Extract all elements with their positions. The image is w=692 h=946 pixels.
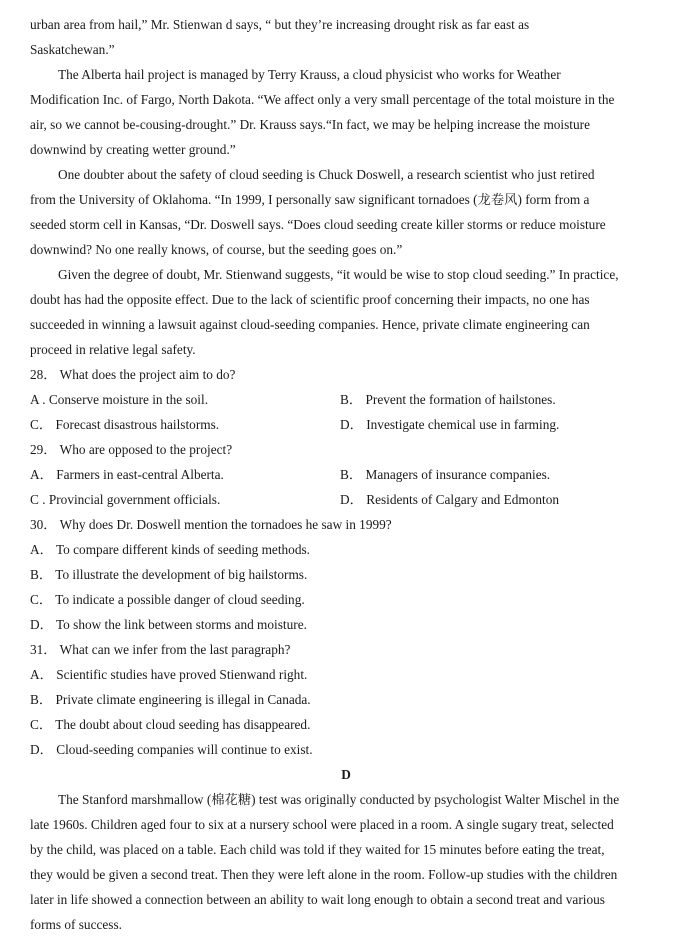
question-29: [30, 437, 662, 512]
text-line: by the child, was placed on a table. Each child was told if they waited for 15 minutes before eating the treat,: [30, 842, 605, 857]
option-b: B． To illustrate the development of big hailstorms.: [30, 567, 308, 582]
text-line: Saskatchewan.”: [30, 42, 115, 57]
exam-page: [30, 12, 662, 937]
text-line: succeeded in winning a lawsuit against cloud-seeding companies. Hence, private climate engineering can: [30, 317, 590, 332]
text-line: from the University of Oklahoma. “In 1999, I personally saw significant tornadoes (龙卷风) form from a: [30, 192, 590, 207]
text-line: Given the degree of doubt, Mr. Stienwand suggests, “it would be wise to stop cloud seeding.” In practice,: [58, 267, 619, 282]
option-a: A． To compare different kinds of seeding methods.: [30, 542, 310, 557]
text-line: seeded storm cell in Kansas, “Dr. Doswell says. “Does cloud seeding create killer storms or reduce moisture: [30, 217, 606, 232]
text-line: late 1960s. Children aged four to six at a nursery school were placed in a room. A single sugary treat, selected: [30, 817, 614, 832]
option-c: C . Provincial government officials.: [30, 492, 221, 507]
option-a: A . Conserve moisture in the soil.: [30, 392, 209, 407]
text-line: they would be given a second treat. Then they were left alone in the room. Follow-up studies with the children: [30, 867, 618, 882]
option-a: A． Farmers in east-central Alberta.: [30, 467, 224, 482]
text-line: One doubter about the safety of cloud seeding is Chuck Doswell, a research scientist who just retired: [58, 167, 595, 182]
paragraph-hail-project: [30, 62, 662, 162]
option-d: D． Cloud-seeding companies will continue to exist.: [30, 742, 313, 757]
text-line: downwind? No one really knows, of course, but the seeding goes on.”: [30, 242, 403, 257]
option-a: A． Scientific studies have proved Stienwand right.: [30, 667, 308, 682]
option-c: C． The doubt about cloud seeding has disappeared.: [30, 717, 311, 732]
question-stem: 28． What does the project aim to do?: [30, 367, 236, 382]
option-d: D． Investigate chemical use in farming.: [340, 417, 560, 432]
option-b: B． Prevent the formation of hailstones.: [340, 392, 556, 407]
text-line: later in life showed a connection between an ability to wait long enough to obtain a second treat and various: [30, 892, 605, 907]
text-line: forms of success.: [30, 917, 122, 932]
text-line: proceed in relative legal safety.: [30, 342, 196, 357]
section-d-heading: D: [341, 767, 351, 782]
option-d: D． Residents of Calgary and Edmonton: [340, 492, 559, 507]
option-b: B． Managers of insurance companies.: [340, 467, 551, 482]
text-line: The Stanford marshmallow (棉花糖) test was originally conducted by psychologist Walter Mischel in the: [58, 792, 620, 807]
text-line: doubt has had the opposite effect. Due to the lack of scientific proof concerning their impacts, no one has: [30, 292, 590, 307]
option-c: C． Forecast disastrous hailstorms.: [30, 417, 220, 432]
passage-c-tail: [30, 12, 662, 62]
question-31: [30, 637, 662, 762]
text-line: downwind by creating wetter ground.”: [30, 142, 236, 157]
question-stem: 30． Why does Dr. Doswell mention the tornadoes he saw in 1999?: [30, 517, 392, 532]
option-c: C． To indicate a possible danger of cloud seeding.: [30, 592, 305, 607]
text-line: urban area from hail,” Mr. Stienwan d says, “ but they’re increasing drought risk as far east as: [30, 17, 530, 32]
paragraph-doswell: [30, 162, 662, 262]
text-line: Modification Inc. of Fargo, North Dakota. “We affect only a very small percentage of the total moisture in the: [30, 92, 615, 107]
option-b: B． Private climate engineering is illegal in Canada.: [30, 692, 311, 707]
text-line: air, so we cannot be-cousing-drought.” Dr. Krauss says.“In fact, we may be helping increase the moisture: [30, 117, 590, 132]
question-28: [30, 362, 662, 437]
question-stem: 29． Who are opposed to the project?: [30, 442, 233, 457]
option-d: D． To show the link between storms and moisture.: [30, 617, 307, 632]
paragraph-doubt: [30, 262, 662, 362]
question-stem: 31． What can we infer from the last paragraph?: [30, 642, 291, 657]
paragraph-marshmallow: [30, 787, 662, 937]
text-line: The Alberta hail project is managed by Terry Krauss, a cloud physicist who works for Weather: [58, 67, 561, 82]
question-30: [30, 512, 662, 637]
